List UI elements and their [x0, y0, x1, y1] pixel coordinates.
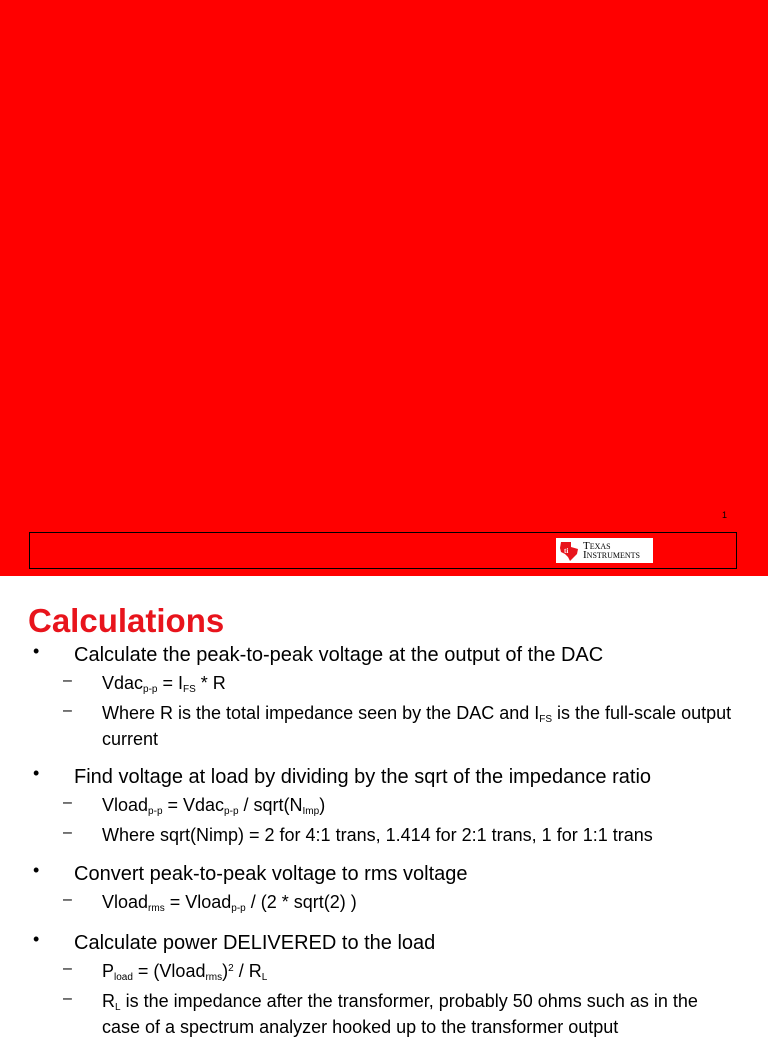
logo-line-1: Texas [583, 539, 611, 552]
sub-bullet-2-1: – Vload$_{p-p}$ = Vdac$_{p-p}$ / $sqrt(N_{Imp})$ [102, 792, 732, 818]
sub-bullet-4-2: – $R_L$ is the impedance after the transformer, probably 50 ohms such as in the case of a spectrum analyzer hooked up to the transformer output [102, 988, 732, 1040]
bullet-1: • Calculate the peak-to-peak voltage at the output of the DAC [74, 643, 603, 667]
sub-bullet-1-1: – Vdac$_{p-p}$ = $I_{FS}$ * R [102, 670, 732, 696]
sub-bullet-3-1: – Vload$_{rms}$ = Vload$_{p-p}$ / (2 * sqrt(2) ) [102, 889, 732, 915]
sub-bullet-1-2: – Where R is the total impedance seen by the DAC and $I_{FS}$ is the full-scale output current [102, 700, 732, 752]
bullet-4: • Calculate power DELIVERED to the load [74, 931, 435, 955]
bullet-2: • Find voltage at load by dividing by the sqrt of the impedance ratio [74, 765, 651, 789]
logo-line-2: Instruments [583, 548, 641, 561]
slide-title: Calculations [28, 602, 225, 639]
sub-bullet-2-2: – Where sqrt(Nimp) = 2 for 4:1 trans, 1.414 for 2:1 trans, 1 for 1:1 trans [102, 822, 732, 848]
texas-state-icon [558, 540, 580, 562]
page-number: 1 [722, 510, 728, 520]
svg-text:ti: ti [564, 546, 569, 555]
bullet-3: • Convert peak-to-peak voltage to rms voltage [74, 862, 468, 886]
sub-bullet-4-1: – $P_{load}$ = (Vload$_{rms}$)$^2$ / $R_L$ [102, 958, 732, 984]
texas-instruments-logo [556, 538, 653, 563]
